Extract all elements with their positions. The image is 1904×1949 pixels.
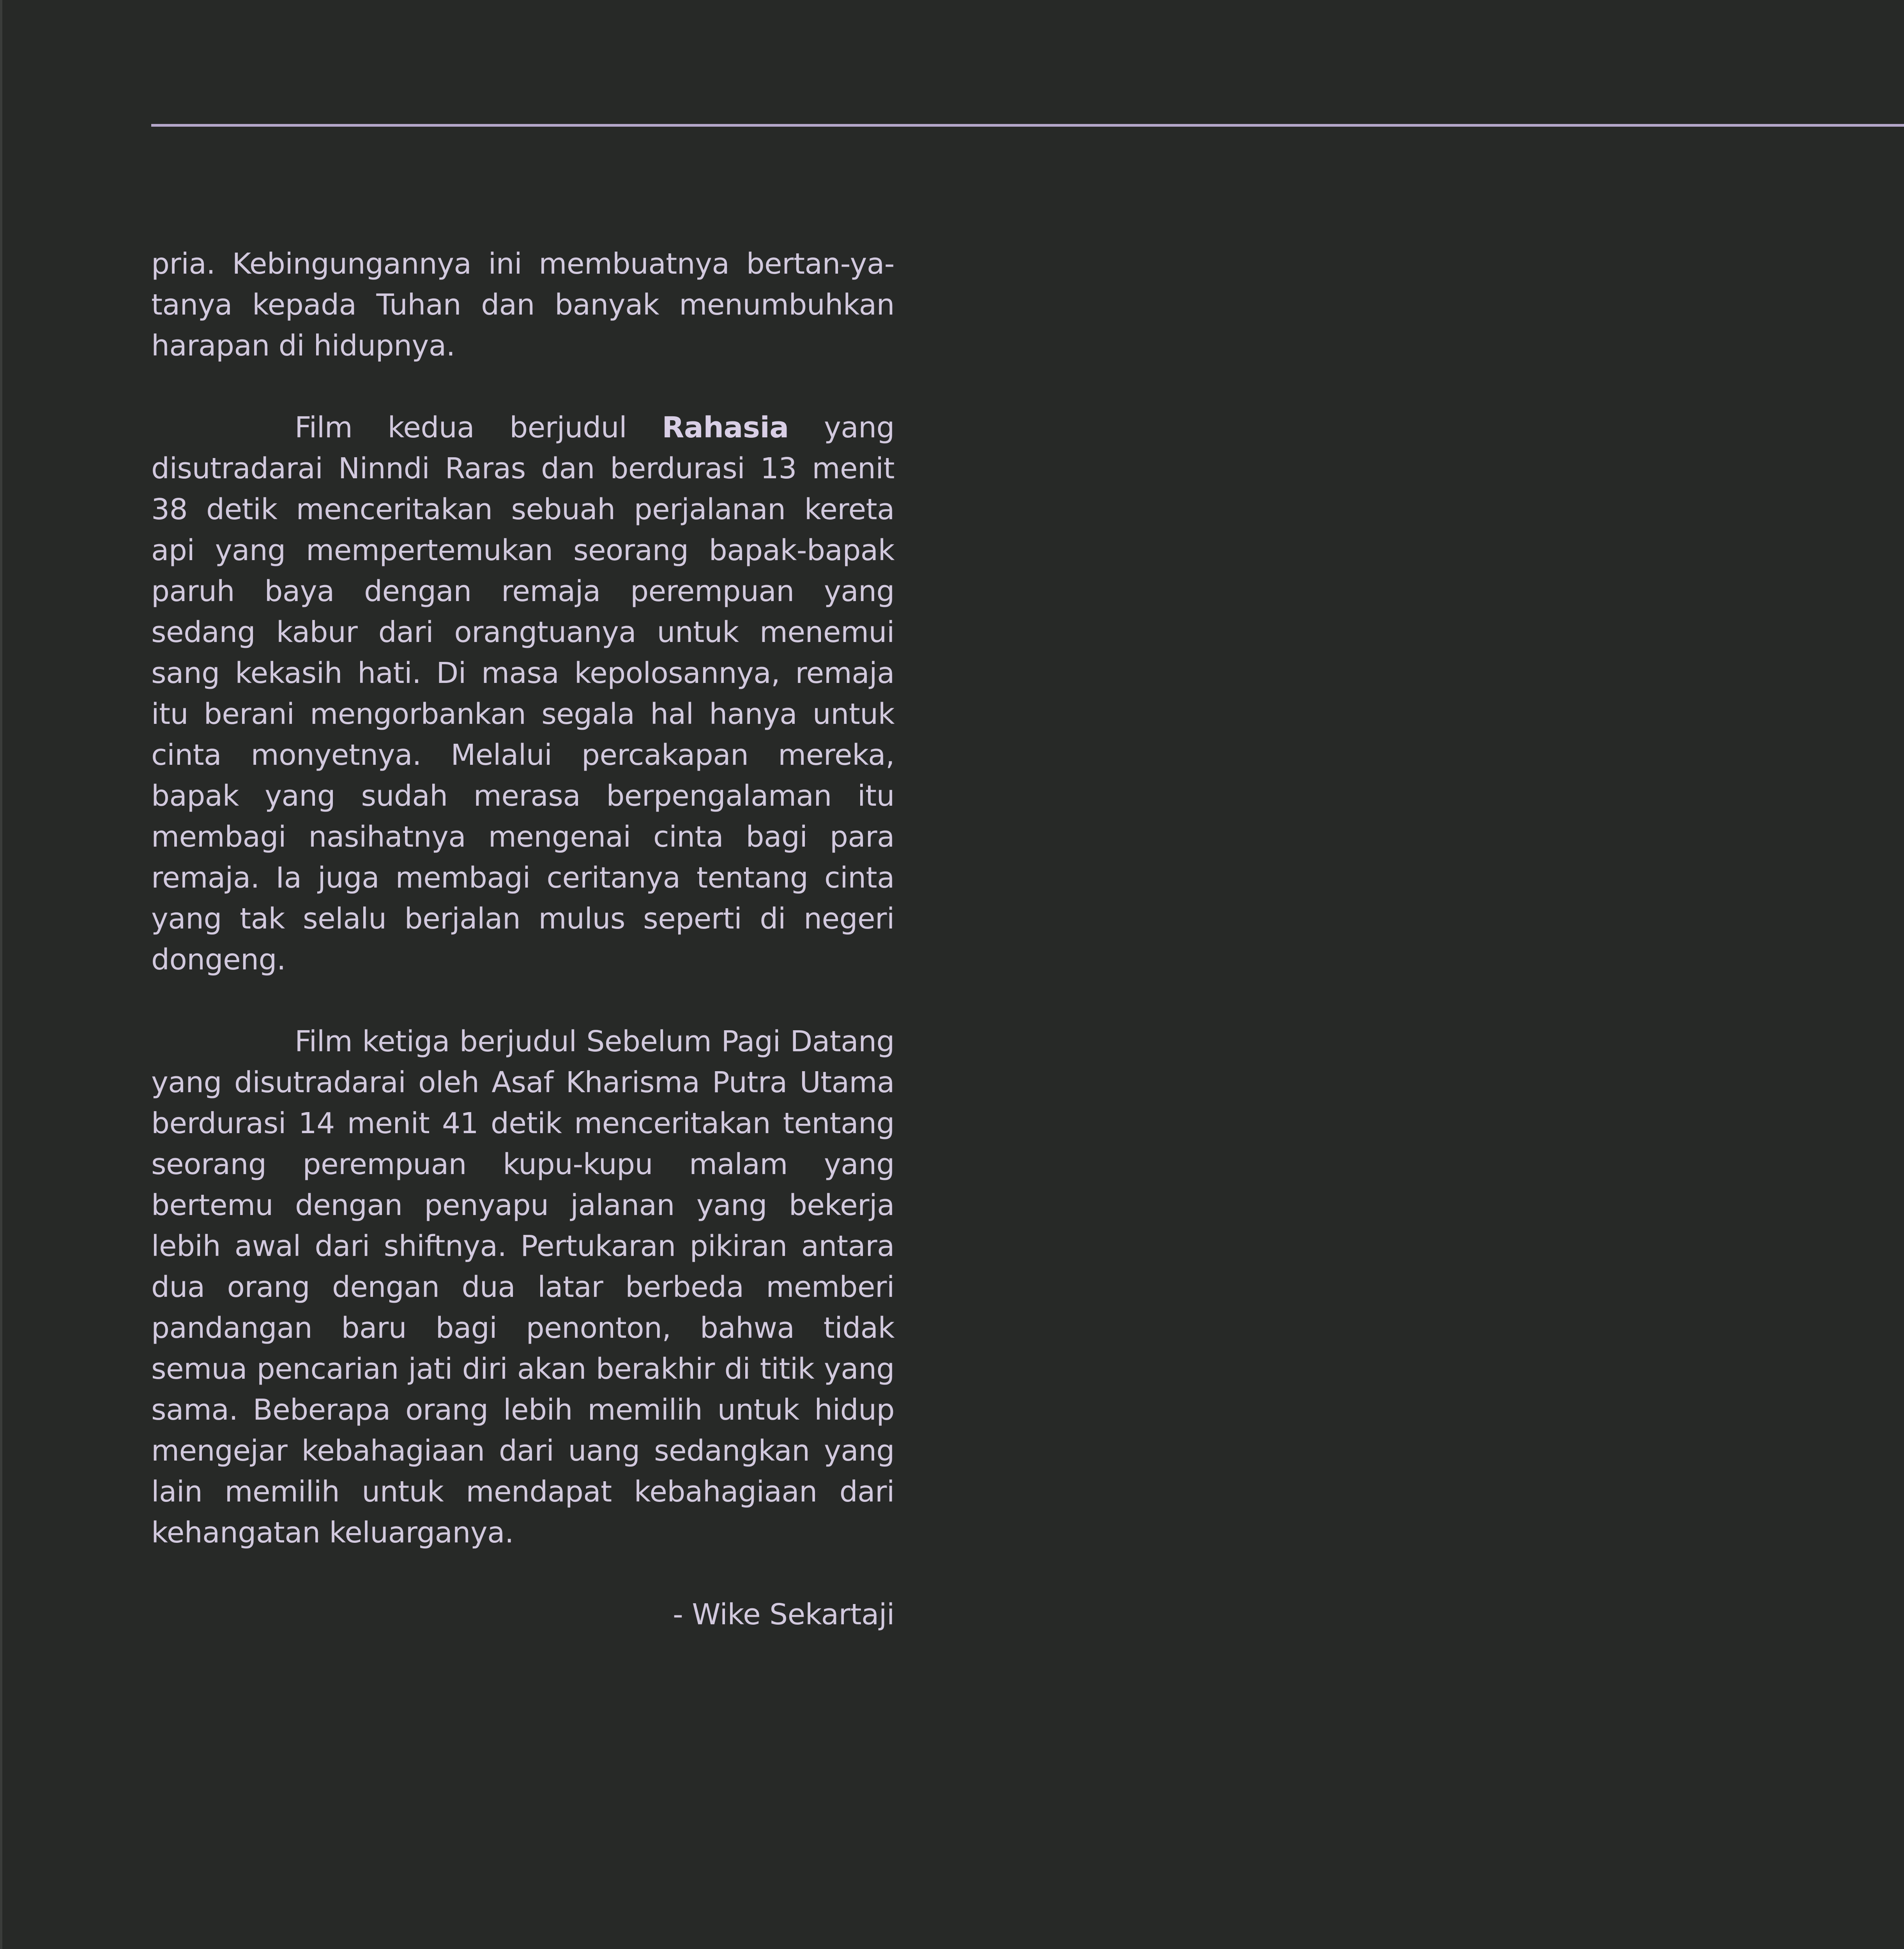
- page-edge: [0, 0, 2, 1949]
- author-signature: - Wike Sekartaji: [673, 1598, 895, 1631]
- paragraph-1: pria. Kebingungannya ini membuatnya bertan-ya-tanya kepada Tuhan dan banyak menumbuhkan harapan di hidupnya.: [151, 247, 895, 363]
- article-body: [151, 244, 895, 1676]
- paragraph-2-body: yang disutradarai Ninndi Raras dan berdurasi 13 menit 38 detik menceritakan sebuah perjalanan kereta api yang mempertemukan seorang bapak-bapak paruh baya dengan remaja perempuan yang sedang kabur dari orangtuanya untuk menemui sang kekasih hati. Di masa kepolosannya, remaja itu berani mengorbankan segala hal hanya untuk cinta monyetnya. Melalui percakapan mereka, bapak yang sudah merasa berpengalaman itu membagi nasihatnya mengenai cinta bagi para remaja. Ia juga membagi ceritanya tentang cinta yang tak selalu berjalan mulus seperti di negeri dongeng.: [151, 411, 895, 976]
- paragraph-3: Film ketiga berjudul Sebelum Pagi Datang yang disutradarai oleh Asaf Kharisma Putra Utama berdurasi 14 menit 41 detik menceritakan tentang seorang perempuan kupu-kupu malam yang bertemu dengan penyapu jalanan yang bekerja lebih awal dari shiftnya. Pertukaran pikiran antara dua orang dengan dua latar berbeda memberi pandangan baru bagi penonton, bahwa tidak semua pencarian jati diri akan berakhir di titik yang sama. Beberapa orang lebih memilih untuk hidup mengejar kebahagiaan dari uang sedangkan yang lain memilih untuk mendapat kebahagiaan dari kehangatan keluarganya.: [151, 1025, 895, 1549]
- film-title-rahasia: Rahasia: [662, 411, 789, 444]
- paragraph-2: [151, 407, 895, 980]
- paragraph-2-intro: Film kedua berjudul: [295, 411, 662, 444]
- header-rule: [151, 124, 1904, 127]
